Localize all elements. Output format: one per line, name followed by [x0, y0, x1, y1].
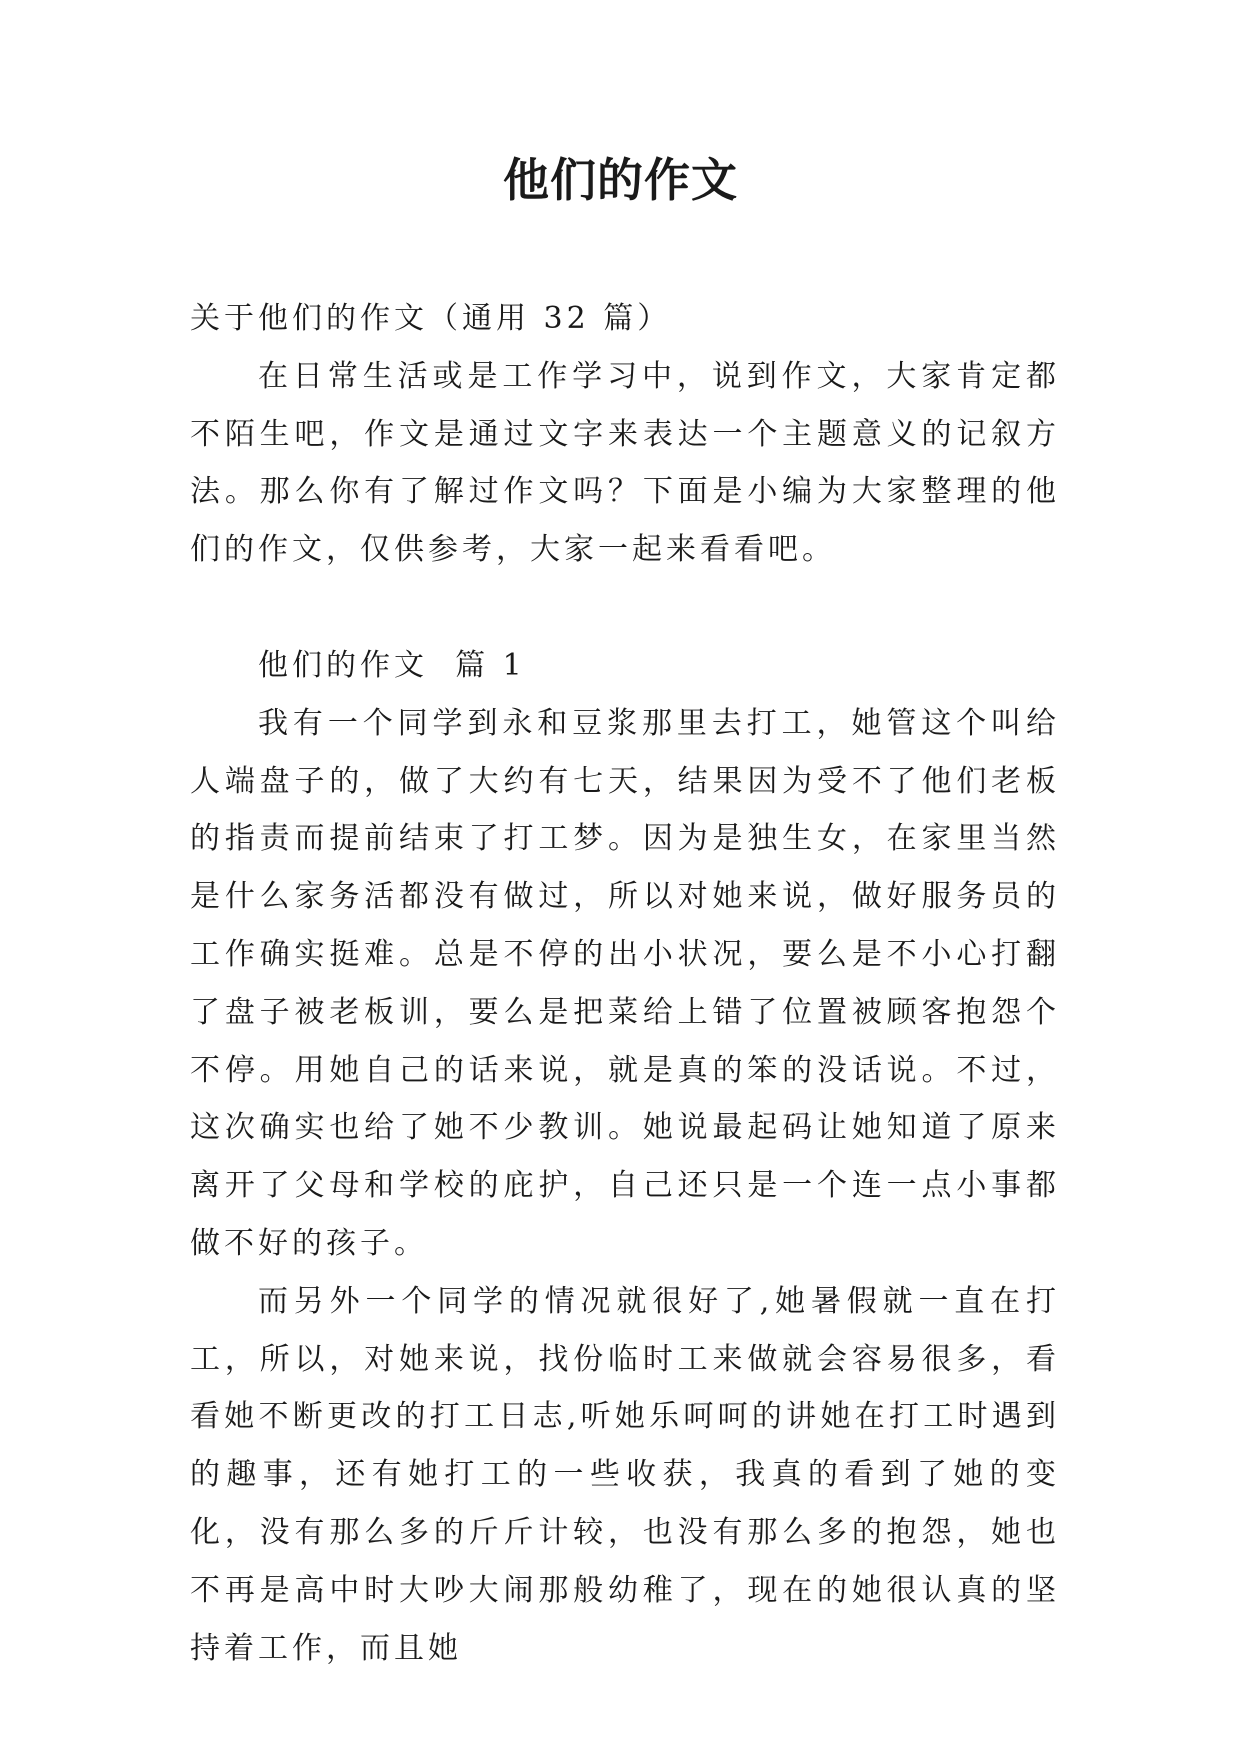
section-paragraph-1: 我有一个同学到永和豆浆那里去打工，她管这个叫给人端盘子的，做了大约有七天，结果因为受不了他们老板的指责而提前结束了打工梦。因为是独生女，在家里当然是什么家务活都没有做过，所以对她来说，做好服务员的工作确实挺难。总是不停的出小状况，要么是不小心打翻了盘子被老板训，要么是把菜给上错了位置被顾客抱怨个不停。用她自己的话来说，就是真的笨的没话说。不过，这次确实也给了她不少教训。她说最起码让她知道了原来离开了父母和学校的庇护，自己还只是一个连一点小事都做不好的孩子。 — [190, 705, 1060, 1261]
section-heading: 他们的作文 篇 1 — [258, 647, 526, 683]
document-title: 他们的作文 — [503, 153, 738, 207]
intro-heading: 关于他们的作文（通用 32 篇） — [190, 301, 672, 336]
document-body — [190, 290, 1060, 1677]
section-spacer — [190, 579, 1060, 637]
section-paragraph-2: 而另外一个同学的情况就很好了,她暑假就一直在打工，所以，对她来说，找份临时工来做就会容易很多，看看她不断更改的打工日志,听她乐呵呵的讲她在打工时遇到的趣事，还有她打工的一些收获，我真的看到了她的变化，没有那么多的斤斤计较，也没有那么多的抱怨，她也不再是高中时大吵大闹那般幼稚了，现在的她很认真的坚持着工作，而且她 — [190, 1283, 1060, 1666]
intro-paragraph: 在日常生活或是工作学习中，说到作文，大家肯定都不陌生吧，作文是通过文字来表达一个主题意义的记叙方法。那么你有了解过作文吗？下面是小编为大家整理的他们的作文，仅供参考，大家一起来看看吧。 — [190, 358, 1060, 568]
